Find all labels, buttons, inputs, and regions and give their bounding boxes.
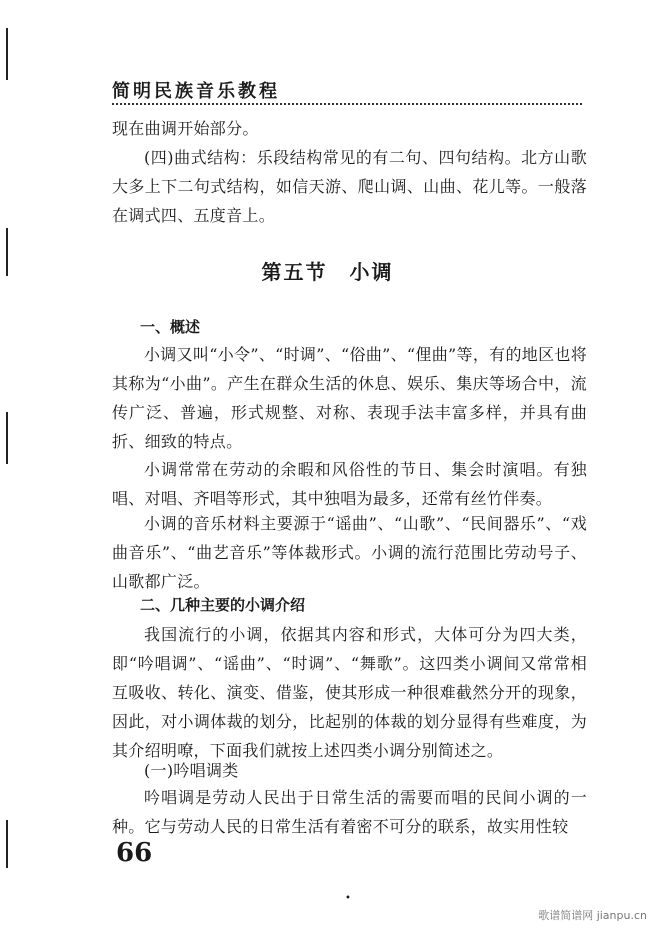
paragraph-overview-1: 小调又叫“小令”、“时调”、“俗曲”、“俚曲”等，有的地区也将其称为“小曲”。产生在群众生活的休息、娱乐、集庆等场合中，流传广泛、普遍，形式规整、对称、表现手法丰富多样，并具有曲折、细致的特点。: [112, 345, 587, 451]
paragraph-chant: 吟唱调是劳动人民出于日常生活的需要而唱的民间小调的一种。它与劳动人民的日常生活有着密不可分的联系，故实用性较: [112, 788, 587, 836]
margin-mark: [6, 412, 8, 464]
paragraph-types-1: 我国流行的小调，依据其内容和形式，大体可分为四大类，即“吟唱调”、“谣曲”、“时调”、“舞歌”。这四类小调间又常常相互吸收、转化、演变、借鉴，使其形成一种很难截然分开的现象，因此，对小调体裁的划分，比起别的体裁的划分显得有些难度，为其介绍明嘹，下面我们就按上述四类小调分别简述之。: [112, 625, 587, 760]
paragraph-overview-3: 小调的音乐材料主要源于“谣曲”、“山歌”、“民间器乐”、“戏曲音乐”、“曲艺音乐”等体裁形式。小调的流行范围比劳动号子、山歌都广泛。: [112, 514, 587, 591]
page-number: 66: [116, 838, 153, 868]
paragraph-overview-2: 小调常常在劳动的余暇和风俗性的节日、集会时演唱。有独唱、对唱、齐唱等形式，其中独唱为最多，还常有丝竹伴奏。: [112, 460, 587, 508]
running-header: 简明民族音乐教程: [112, 81, 280, 102]
subsection-heading-types: 二、几种主要的小调介绍: [140, 596, 306, 614]
subsection-heading-overview: 一、概述: [140, 318, 201, 336]
header-rule: [112, 103, 582, 105]
paragraph-form-structure: (四)曲式结构：乐段结构常见的有二句、四句结构。北方山歌大多上下二句式结构，如信天游、爬山调、山曲、花儿等。一般落在调式四、五度音上。: [112, 148, 587, 225]
paragraph-continued: 现在曲调开始部分。: [112, 119, 259, 138]
watermark: 歌谱简谱网 jianpu.cn: [538, 909, 647, 922]
section-title: 第五节 小调: [261, 260, 394, 284]
margin-mark: [6, 28, 8, 80]
margin-mark: [6, 820, 8, 868]
item-heading-chant: (一)吟唱调类: [144, 761, 239, 780]
dot-mark: •: [345, 893, 351, 904]
